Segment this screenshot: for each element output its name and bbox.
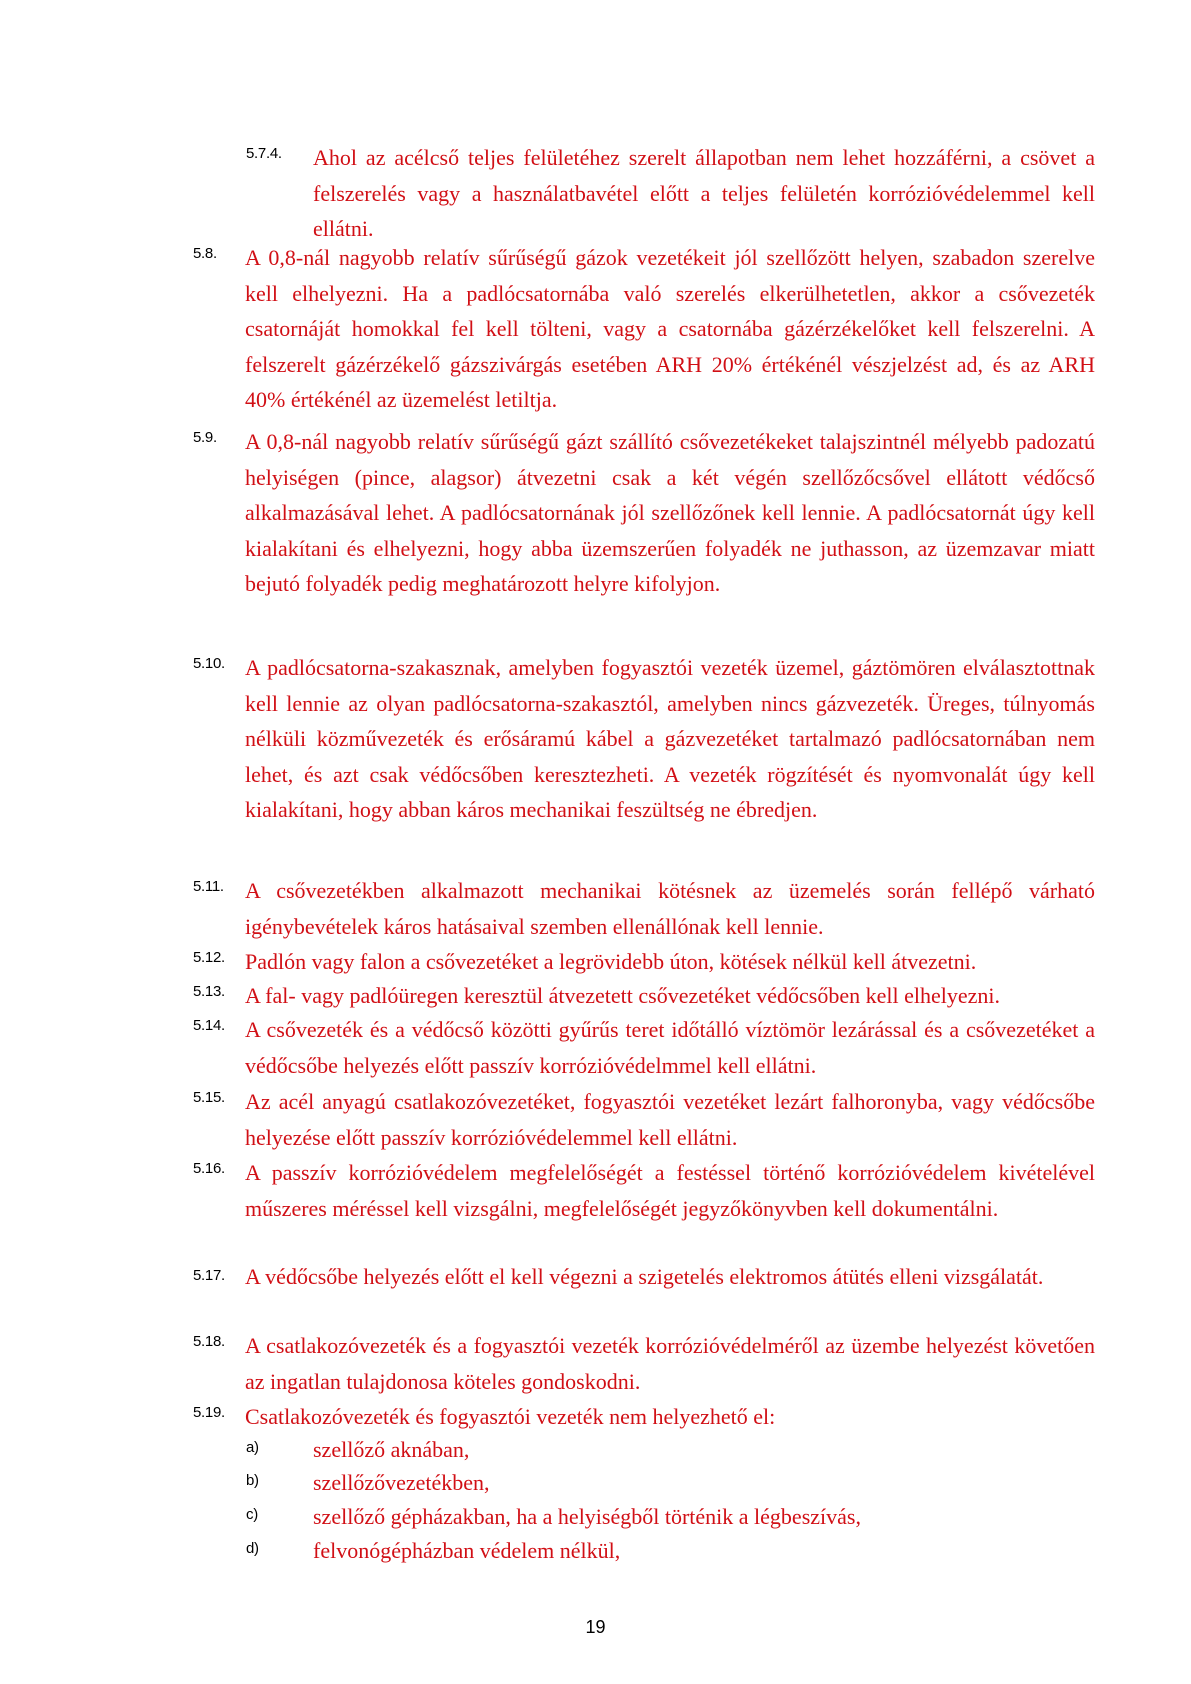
- section-number: 5.18.: [193, 1333, 225, 1350]
- section-number: 5.8.: [193, 245, 217, 262]
- section-5-14: [193, 1012, 1095, 1083]
- list-item: [246, 1533, 1095, 1569]
- section-number: 5.7.4.: [246, 145, 282, 162]
- section-text: Ahol az acélcső teljes felületéhez szerelt állapotban nem lehet hozzáférni, a csövet a felszerelés vagy a használatbavétel előtt a teljes felületén korrózióvédelemmel kell ellátni.: [313, 145, 1095, 241]
- list-item: [246, 1465, 1095, 1501]
- section-5-7-4: [246, 140, 1095, 247]
- section-text: A 0,8-nál nagyobb relatív sűrűségű gázt szállító csővezetékeket talajszintnél mélyebb padozatú helyiségen (pince, alagsor) átvezetni csak a két végén szellőzőcsővel ellátott védőcső alkalmazásával lehet. A padlócsatornának jól szellőzőnek kell lennie. A padlócsatornát úgy kell kialakítani és elhelyezni, hogy abba üzemszerűen folyadék ne juthasson, az üzemzavar miatt bejutó folyadék pedig meghatározott helyre kifolyjon.: [245, 429, 1095, 596]
- list-text: szellőzővezetékben,: [313, 1470, 490, 1495]
- list-label: d): [246, 1540, 259, 1557]
- list-text: felvonógépházban védelem nélkül,: [313, 1538, 621, 1563]
- section-number: 5.16.: [193, 1160, 225, 1177]
- list-text: szellőző gépházakban, ha a helyiségből történik a légbeszívás,: [313, 1504, 861, 1529]
- list-text: szellőző aknában,: [313, 1437, 470, 1462]
- section-number: 5.17.: [193, 1267, 225, 1284]
- list-label: c): [246, 1506, 258, 1523]
- section-text: A fal- vagy padlóüregen keresztül átvezetett csővezetéket védőcsőben kell elhelyezni.: [245, 983, 1000, 1008]
- section-number: 5.12.: [193, 949, 225, 966]
- list-label: a): [246, 1439, 259, 1456]
- section-number: 5.15.: [193, 1089, 225, 1106]
- section-5-9: [193, 424, 1095, 602]
- section-5-15: [193, 1084, 1095, 1155]
- section-number: 5.11.: [193, 878, 224, 895]
- section-text: A padlócsatorna-szakasznak, amelyben fogyasztói vezeték üzemel, gáztömören elválasztottnak kell lennie az olyan padlócsatorna-szakasztól, amelyben nincs gázvezeték. Üreges, túlnyomás nélküli közművezeték és erősáramú kábel a gázvezetéket tartalmazó padlócsatornában nem lehet, és azt csak védőcsőben keresztezheti. A vezeték rögzítését és nyomvonalát úgy kell kialakítani, hogy abban káros mechanikai feszültség ne ébredjen.: [245, 655, 1095, 822]
- section-number: 5.9.: [193, 429, 217, 446]
- list-item: [246, 1432, 1095, 1468]
- section-number: 5.19.: [193, 1404, 225, 1421]
- section-5-11: [193, 873, 1095, 944]
- section-text: A csővezetékben alkalmazott mechanikai kötésnek az üzemelés során fellépő várható igénybevételek káros hatásaival szemben ellenállónak kell lennie.: [245, 878, 1095, 939]
- section-text: A csővezeték és a védőcső közötti gyűrűs teret időtálló víztömör lezárással és a csővezetéket a védőcsőbe helyezés előtt passzív korrózióvédelmmel kell ellátni.: [245, 1017, 1095, 1078]
- section-5-18: [193, 1328, 1095, 1399]
- section-text: A 0,8-nál nagyobb relatív sűrűségű gázok vezetékeit jól szellőzött helyen, szabadon szerelve kell elhelyezni. Ha a padlócsatornába való szerelés elkerülhetetlen, akkor a csővezeték csatornáját homokkal fel kell tölteni, vagy a csatornába gázérzékelőket kell felszerelni. A felszerelt gázérzékelő gázszivárgás esetében ARH 20% értékénél vészjelzést ad, és az ARH 40% értékénél az üzemelést letiltja.: [245, 245, 1095, 412]
- section-number: 5.14.: [193, 1017, 225, 1034]
- section-5-17: [193, 1262, 1095, 1292]
- section-text: A passzív korrózióvédelem megfelelőségét a festéssel történő korrózióvédelem kivételével műszeres méréssel kell vizsgálni, megfelelőségét jegyzőkönyvben kell dokumentálni.: [245, 1160, 1095, 1221]
- section-5-19: [193, 1399, 1095, 1435]
- section-5-16: [193, 1155, 1095, 1226]
- section-text: Csatlakozóvezeték és fogyasztói vezeték nem helyezhető el:: [245, 1404, 776, 1429]
- page-number: 19: [585, 1617, 606, 1637]
- section-number: 5.10.: [193, 655, 225, 672]
- section-text: Padlón vagy falon a csővezetéket a legrövidebb úton, kötések nélkül kell átvezetni.: [245, 949, 977, 974]
- list-label: b): [246, 1472, 259, 1489]
- section-5-10: [193, 650, 1095, 828]
- section-5-8: [193, 240, 1095, 418]
- list-item: [246, 1499, 1095, 1535]
- section-5-13: [193, 978, 1095, 1014]
- section-text: A csatlakozóvezeték és a fogyasztói vezeték korrózióvédelméről az üzembe helyezést követően az ingatlan tulajdonosa köteles gondoskodni.: [245, 1333, 1095, 1394]
- section-text: Az acél anyagú csatlakozóvezetéket, fogyasztói vezetéket lezárt falhoronyba, vagy védőcsőbe helyezése előtt passzív korrózióvédelemmel kell ellátni.: [245, 1089, 1095, 1150]
- section-text: A védőcsőbe helyezés előtt el kell végezni a szigetelés elektromos átütés elleni vizsgálatát.: [245, 1264, 1044, 1289]
- section-number: 5.13.: [193, 983, 225, 1000]
- section-5-12: [193, 944, 1095, 980]
